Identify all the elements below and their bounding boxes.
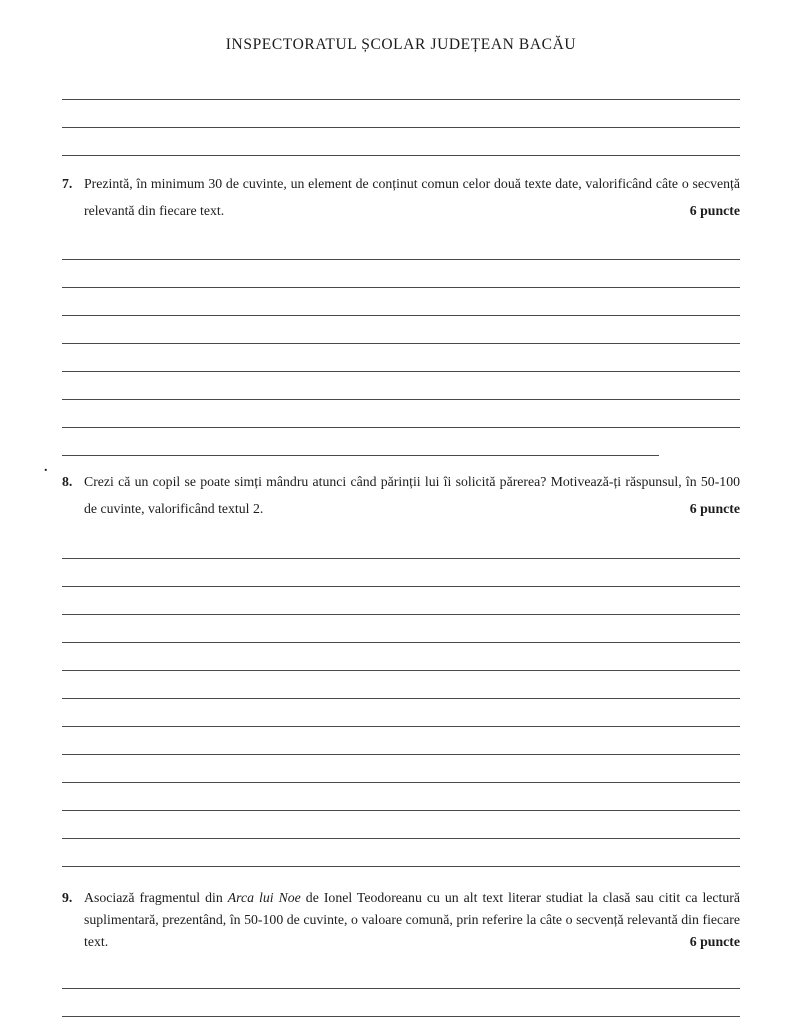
stray-mark: . [44, 460, 48, 475]
answer-line [62, 260, 740, 288]
question-7-points: 6 puncte [680, 197, 740, 224]
question-7-number: 7. [62, 176, 73, 191]
answer-line [62, 989, 740, 1017]
question-8 [62, 468, 740, 522]
question-8-number: 8. [62, 474, 73, 489]
answer-line [62, 128, 740, 156]
answer-line [62, 643, 740, 671]
question-9-text-before: Asociază fragmentul din [84, 890, 228, 905]
question-9-points: 6 puncte [680, 931, 740, 953]
answer-line [62, 372, 740, 400]
answer-line [62, 559, 740, 587]
question-8-points: 6 puncte [680, 495, 740, 522]
question-7-body [84, 170, 740, 224]
answer-line [62, 344, 740, 372]
answer-line [62, 400, 740, 428]
page-title: INSPECTORATUL ȘCOLAR JUDEȚEAN BACĂU [225, 36, 577, 53]
question-9-body [84, 887, 740, 953]
question-9-number: 9. [62, 890, 73, 905]
answer-line [62, 811, 740, 839]
question-7 [62, 170, 740, 224]
answer-line [62, 671, 740, 699]
answer-line [62, 587, 740, 615]
answer-line [62, 531, 740, 559]
question-7-answer-lines [62, 232, 740, 456]
answer-line [62, 755, 740, 783]
answer-line [62, 839, 740, 867]
question-9 [62, 887, 740, 953]
question-9-text-italic-title: Arca lui Noe [227, 890, 301, 905]
header-answer-lines [62, 72, 740, 156]
answer-line [62, 100, 740, 128]
answer-line [62, 783, 740, 811]
answer-line [62, 727, 740, 755]
answer-line [62, 288, 740, 316]
answer-line [62, 232, 740, 260]
answer-line [62, 428, 659, 456]
question-8-text: Crezi că un copil se poate simți mândru atunci când părinții lui îi solicită părerea? Motivează-ți răspunsul, în 50-100 de cuvinte, valorificând textul 2. [84, 474, 740, 516]
question-7-text: Prezintă, în minimum 30 de cuvinte, un element de conținut comun celor două texte date, valorificând câte o secvență relevantă din fiecare text. [84, 176, 740, 218]
question-9-text-after: de Ionel Teodoreanu cu un alt text literar studiat la clasă sau citit ca lectură suplimentară, prezentând, în 50-100 de cuvinte, o valoare comună, prin referire la câte o secvență relevantă din fiecare text. [84, 890, 740, 949]
question-9-answer-lines [62, 961, 740, 1024]
question-8-body [84, 468, 740, 522]
answer-line [62, 615, 740, 643]
question-8-answer-lines [62, 531, 740, 867]
answer-line [62, 72, 740, 100]
answer-line [62, 699, 740, 727]
answer-line [62, 1017, 740, 1024]
answer-line [62, 316, 740, 344]
answer-line [62, 961, 740, 989]
